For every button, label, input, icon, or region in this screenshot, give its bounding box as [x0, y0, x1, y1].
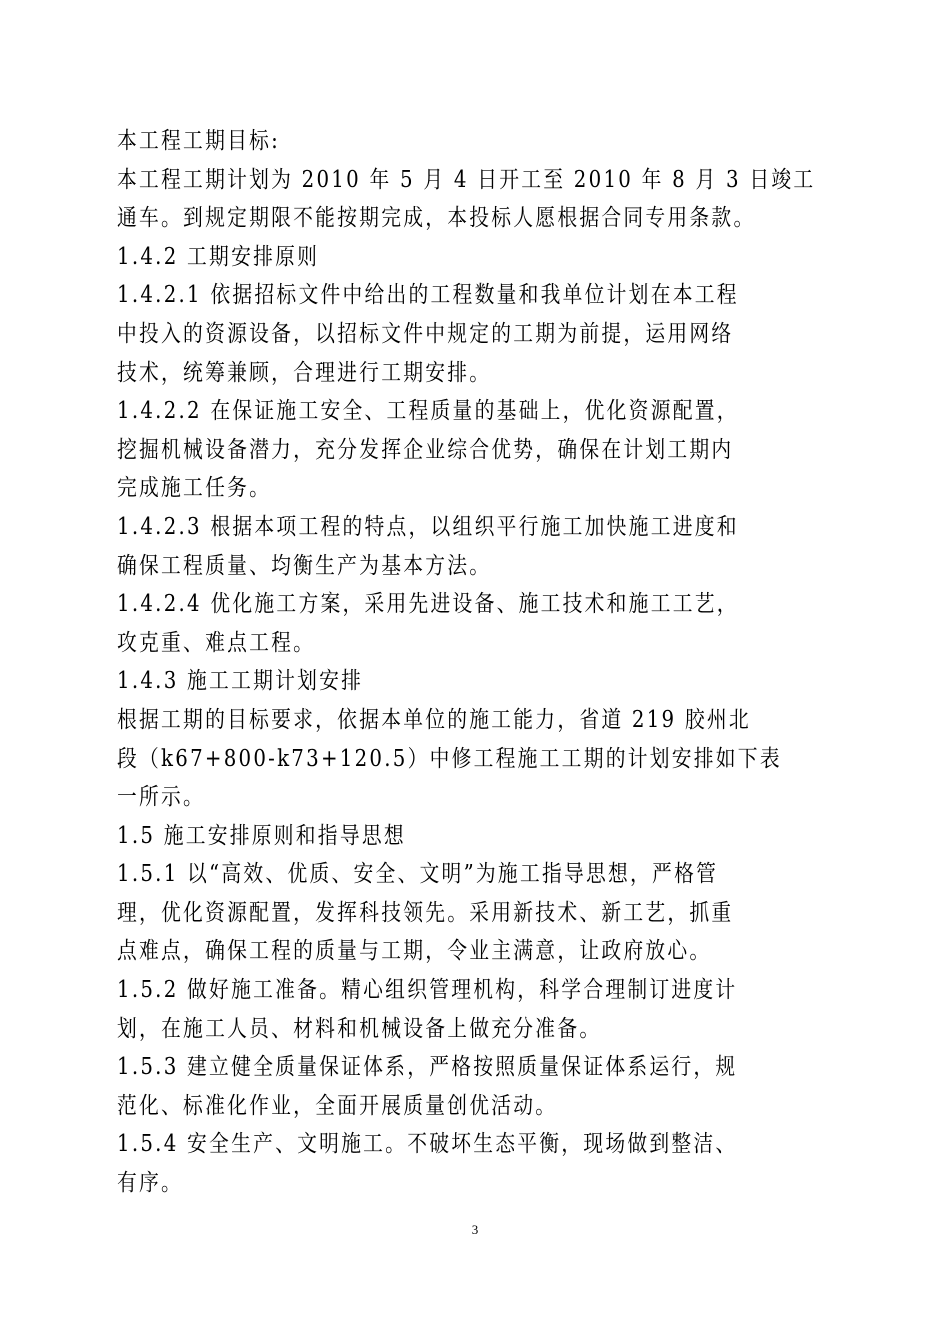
paragraph-section-1-5	[117, 817, 857, 856]
paragraph-item-1-5-4	[117, 1125, 857, 1202]
text-line: 技术，统筹兼顾，合理进行工期安排。	[117, 359, 492, 386]
paragraph-schedule-text	[117, 701, 857, 817]
paragraph-item-1-5-3	[117, 1048, 857, 1125]
text-line: 1.4.2.2 在保证施工安全、工程质量的基础上，优化资源配置，	[117, 398, 739, 425]
text-line: 1.5.3 建立健全质量保证体系，严格按照质量保证体系运行，规	[117, 1054, 738, 1081]
paragraph-item-1-5-1	[117, 855, 857, 971]
paragraph-item-1-4-2-2	[117, 392, 857, 508]
text-line: 本工程工期计划为 2010 年 5 月 4 日开工至 2010 年 8 月 3 日竣工	[117, 166, 816, 193]
text-line: 1.5.2 做好施工准备。精心组织管理机构，科学合理制订进度计	[117, 977, 738, 1004]
text-line: 理，优化资源配置，发挥科技领先。采用新技术、新工艺，抓重	[117, 899, 734, 926]
text-line: 攻克重、难点工程。	[117, 629, 316, 656]
text-line: 1.5 施工安排原则和指导思想	[117, 822, 406, 849]
text-line: 挖掘机械设备潜力，充分发挥企业综合优势，确保在计划工期内	[117, 436, 734, 463]
paragraph-item-1-5-2	[117, 971, 857, 1048]
text-line: 本工程工期目标:	[117, 128, 281, 154]
text-line: 1.4.2 工期安排原则	[117, 243, 320, 270]
paragraph-goal-heading	[117, 122, 857, 161]
text-line: 点难点，确保工程的质量与工期，令业主满意，让政府放心。	[117, 938, 712, 965]
text-line: 段（k67+800-k73+120.5）中修工程施工工期的计划安排如下表	[117, 745, 782, 772]
text-line: 中投入的资源设备，以招标文件中规定的工期为前提，运用网络	[117, 320, 734, 347]
text-line: 1.4.2.4 优化施工方案，采用先进设备、施工技术和施工工艺，	[117, 591, 739, 618]
text-line: 1.4.2.1 依据招标文件中给出的工程数量和我单位计划在本工程	[117, 282, 739, 309]
text-line: 根据工期的目标要求，依据本单位的施工能力，省道 219 胶州北	[117, 706, 751, 733]
page-number: 3	[471, 1222, 479, 1237]
text-line: 一所示。	[117, 784, 206, 811]
text-line: 1.4.3 施工工期计划安排	[117, 668, 364, 695]
paragraph-item-1-4-2-3	[117, 508, 857, 585]
text-line: 完成施工任务。	[117, 475, 272, 502]
paragraph-item-1-4-2-4	[117, 585, 857, 662]
text-line: 确保工程质量、均衡生产为基本方法。	[117, 552, 492, 579]
text-line: 划，在施工人员、材料和机械设备上做充分准备。	[117, 1015, 602, 1042]
text-line: 1.4.2.3 根据本项工程的特点，以组织平行施工加快施工进度和	[117, 513, 739, 540]
paragraph-section-1-4-3	[117, 662, 857, 701]
text-line: 有序。	[117, 1170, 184, 1197]
text-line: 1.5.4 安全生产、文明施工。不破坏生态平衡，现场做到整洁、	[117, 1131, 738, 1158]
paragraph-goal-text	[117, 161, 857, 238]
paragraph-item-1-4-2-1	[117, 276, 857, 392]
text-line: 通车。到规定期限不能按期完成，本投标人愿根据合同专用条款。	[117, 205, 756, 232]
paragraph-section-1-4-2	[117, 238, 857, 277]
text-line: 1.5.1 以“高效、优质、安全、文明”为施工指导思想，严格管	[117, 861, 719, 888]
document-body	[117, 122, 857, 1203]
text-line: 范化、标准化作业，全面开展质量创优活动。	[117, 1092, 558, 1119]
